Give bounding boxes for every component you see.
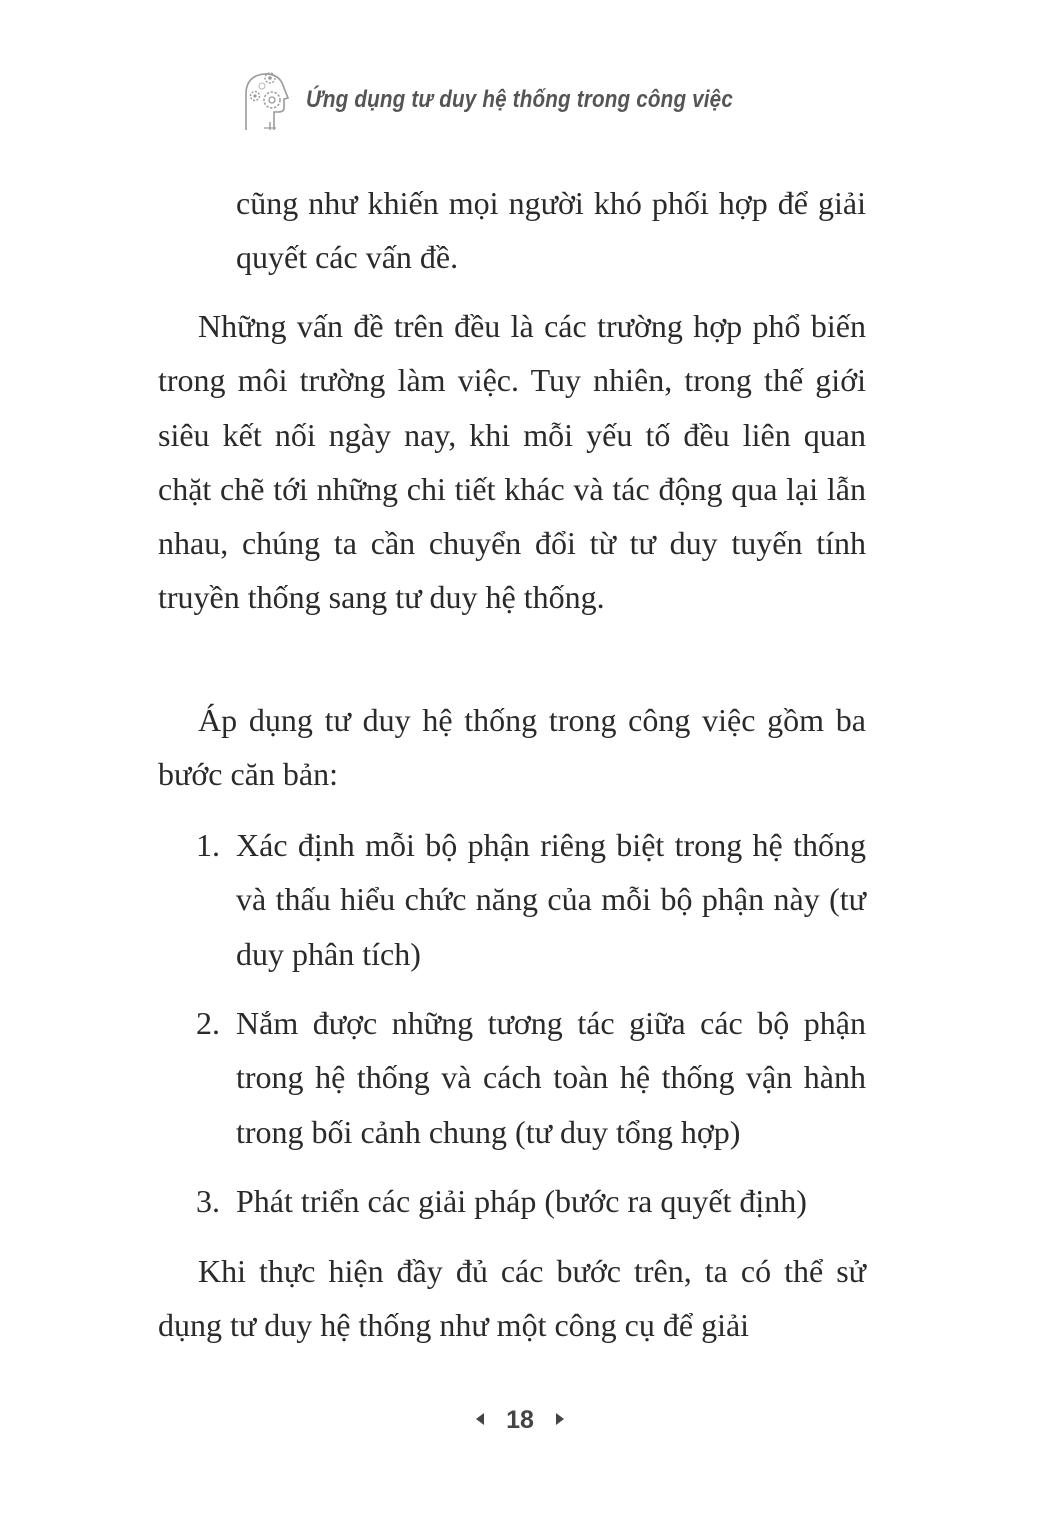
continuation-text: cũng như khiến mọi người khó phối hợp để giải quyết các vấn đề. <box>236 185 866 276</box>
page-number: 18 <box>506 1406 534 1434</box>
list-item-text: Phát triển các giải pháp (bước ra quyết định) <box>236 1183 807 1219</box>
left-arrow-icon <box>476 1413 484 1425</box>
list-item-text: Nắm được những tương tác giữa các bộ phận trong hệ thống và cách toàn hệ thống vận hành trong bối cảnh chung (tư duy tổng hợp) <box>236 1005 866 1150</box>
right-arrow-icon <box>556 1413 564 1425</box>
page-footer <box>0 1406 1040 1435</box>
list-item <box>158 1174 866 1228</box>
list-item-text: Xác định mỗi bộ phận riêng biệt trong hệ thống và thấu hiểu chức năng của mỗi bộ phận này (tư duy phân tích) <box>236 827 866 972</box>
list-item <box>158 996 866 1159</box>
paragraph-2: Áp dụng tư duy hệ thống trong công việc gồm ba bước căn bản: <box>158 702 866 793</box>
list-item-number: 3. <box>196 1183 220 1219</box>
paragraph-3: Khi thực hiện đầy đủ các bước trên, ta có thể sử dụng tư duy hệ thống như một công cụ để giải <box>158 1253 866 1344</box>
list-item-number: 1. <box>196 827 220 863</box>
paragraph-1: Những vấn đề trên đều là các trường hợp phổ biến trong môi trường làm việc. Tuy nhiên, trong thế giới siêu kết nối ngày nay, khi mỗi yếu tố đều liên quan chặt chẽ tới những chi tiết khác và tác động qua lại lẫn nhau, chúng ta cần chuyển đổi từ tư duy tuyến tính truyền thống sang tư duy hệ thống. <box>158 308 866 616</box>
running-header <box>240 68 800 138</box>
header-title: Ứng dụng tư duy hệ thống trong công việc <box>306 86 733 113</box>
head-with-gears-icon <box>240 68 296 134</box>
list-item-number: 2. <box>196 1005 220 1041</box>
list-item <box>158 818 866 981</box>
